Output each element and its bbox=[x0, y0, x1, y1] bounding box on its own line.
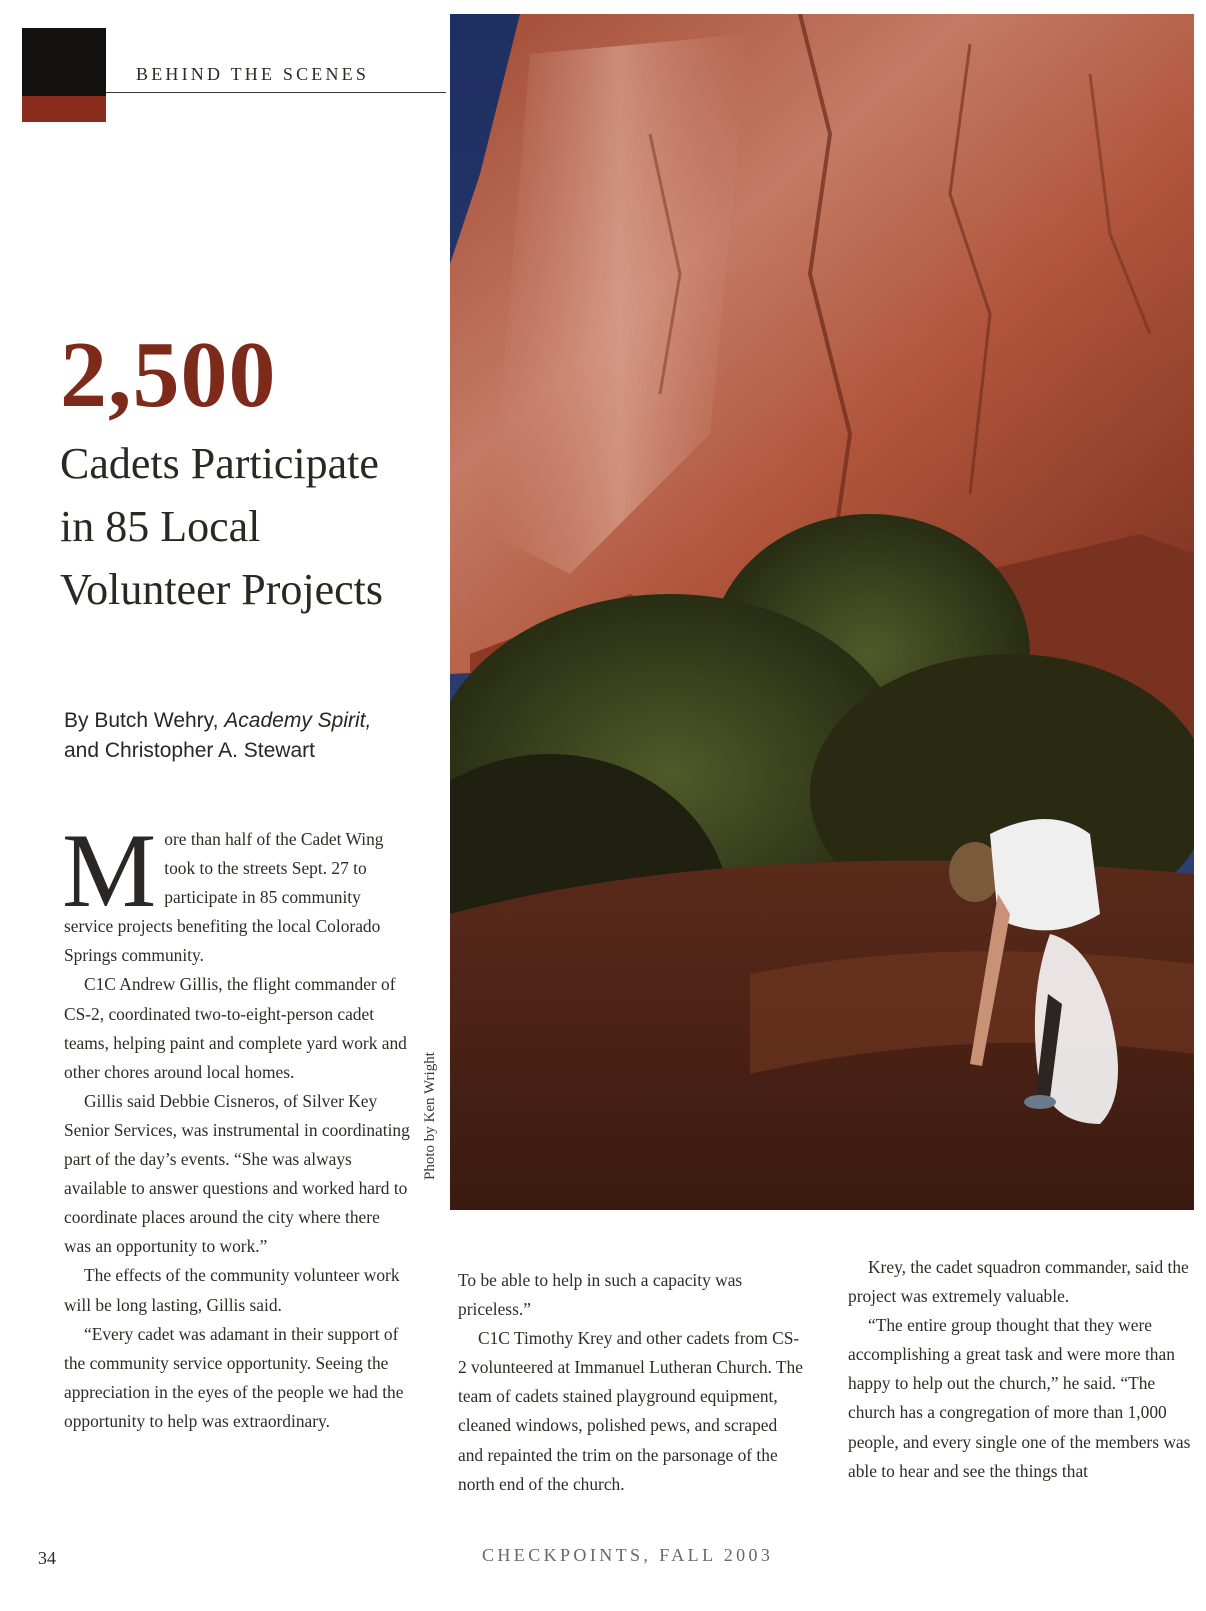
article-column-1 bbox=[62, 812, 410, 1436]
byline-line-2: and Christopher A. Stewart bbox=[64, 739, 315, 762]
byline bbox=[64, 706, 444, 766]
article-paragraph: “Every cadet was adamant in their support of the community service opportunity. Seeing the appreciation in the eyes of the people we had the opportunity to help was extraordinary. bbox=[64, 1323, 404, 1431]
article-column-2 bbox=[458, 1266, 804, 1499]
section-rule bbox=[106, 92, 446, 93]
article-paragraph: “The entire group thought that they were accomplishing a great task and were more than happy to help out the church,” he said. “The church has a congregation of more than 1,000 people, and every single one of the members was able to hear and see the things that bbox=[848, 1315, 1191, 1481]
byline-line-1 bbox=[64, 706, 444, 736]
article-paragraph: Gillis said Debbie Cisneros, of Silver Key Senior Services, was instrumental in coordinating part of the day’s events. “She was always available to answer questions and worked hard to coordinate places around the city where there was an opportunity to work.” bbox=[64, 1090, 410, 1257]
headline-line-1: Cadets Participate bbox=[60, 439, 379, 488]
byline-publication: Academy Spirit, bbox=[224, 709, 372, 732]
paragraph-text: ore than half of the Cadet Wing took to the streets Sept. 27 to participate in 85 community service projects benefiting the local Colorado Springs community. bbox=[64, 829, 384, 966]
article-column-3 bbox=[848, 1253, 1194, 1486]
headline-line-3: Volunteer Projects bbox=[60, 565, 384, 614]
section-label: BEHIND THE SCENES bbox=[136, 64, 370, 84]
article-paragraph: C1C Andrew Gillis, the flight commander of CS-2, coordinated two-to-eight-person cadet teams, helping paint and complete yard work and other chores around local homes. bbox=[64, 974, 407, 1082]
photo-credit: Photo by Ken Wright bbox=[422, 1052, 438, 1180]
article-paragraph: To be able to help in such a capacity was priceless.” bbox=[458, 1270, 743, 1320]
article-paragraph: The effects of the community volunteer work will be long lasting, Gillis said. bbox=[64, 1265, 400, 1315]
headline-line-2: in 85 Local bbox=[60, 502, 261, 551]
article-paragraph: Krey, the cadet squadron commander, said the project was extremely valuable. bbox=[848, 1257, 1189, 1307]
headline bbox=[60, 432, 440, 621]
article-paragraph bbox=[62, 812, 410, 970]
section-color-block bbox=[22, 28, 106, 96]
cliff-cleanup-photo bbox=[450, 14, 1194, 1210]
byline-authors: By Butch Wehry, bbox=[64, 709, 219, 732]
article-paragraph: C1C Timothy Krey and other cadets from CS-2 volunteered at Immanuel Lutheran Church. The team of cadets stained playground equipment, cleaned windows, polished pews, and scraped and repainted the trim on the parsonage of the north end of the church. bbox=[458, 1328, 803, 1494]
headline-number: 2,500 bbox=[60, 323, 277, 427]
footer-publication: CHECKPOINTS, FALL 2003 bbox=[482, 1545, 774, 1565]
drop-cap: M bbox=[62, 812, 157, 929]
section-accent-block bbox=[22, 96, 106, 122]
page-number: 34 bbox=[38, 1548, 56, 1568]
